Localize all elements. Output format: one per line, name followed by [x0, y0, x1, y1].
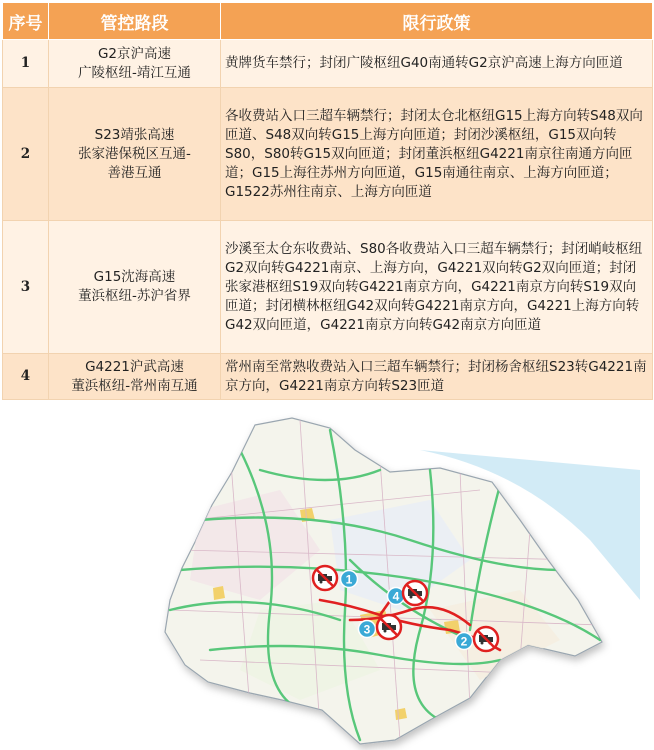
road-section — [49, 221, 221, 354]
marker-label: 4 — [392, 589, 400, 604]
restriction-policy: 常州南至常熟收费站入口三超车辆禁行；封闭杨舍枢纽S23转G4221南京方向，G4221南京方向转S23匝道 — [221, 354, 653, 400]
table-row — [3, 88, 653, 221]
road-range: 董浜枢纽-常州南互通 — [71, 377, 198, 394]
road-section — [49, 40, 221, 88]
road-range: 广陵枢纽-靖江互通 — [78, 64, 191, 81]
header-section: 管控路段 — [49, 3, 221, 40]
no-truck-icon — [474, 627, 498, 651]
policy-table — [2, 2, 653, 400]
no-truck-icon — [403, 581, 427, 605]
row-number: 2 — [3, 88, 49, 221]
marker-label: 1 — [345, 572, 353, 587]
road-range-cont: 善港互通 — [107, 164, 162, 181]
header-no: 序号 — [3, 3, 49, 40]
table-header-row — [3, 3, 653, 40]
table-row — [3, 40, 653, 88]
marker-label: 3 — [363, 622, 371, 637]
row-number: 1 — [3, 40, 49, 88]
road-range: 张家港保税区互通- — [78, 145, 191, 162]
restriction-policy: 沙溪至太仓东收费站、S80各收费站入口三超车辆禁行；封闭峭岐枢纽G2双向转G4221南京、上海方向，G4221双向转G2双向匝道；封闭张家港枢纽S19双向转G4221南京方向，G4221南京方向转S19双向匝道；封闭横林枢纽G42双向转G4221南京方向，G4221上海方向转G42双向匝道，G4221南京方向转G42南京方向匝道 — [221, 221, 653, 354]
restriction-policy: 各收费站入口三超车辆禁行；封闭太仓北枢纽G15上海方向转S48双向匝道、S48双向转G15上海方向匝道；封闭沙溪枢纽，G15双向转S80，S80转G15双向匝道；封闭董浜枢纽G4221南京往南通方向匝道；G15上海往苏州方向匝道，G15南通往南京、上海方向匝道；G1522苏州往南京、上海方向匝道 — [221, 88, 653, 221]
road-section — [49, 354, 221, 400]
no-truck-icon — [377, 615, 401, 639]
road-name: G2京沪高速 — [97, 45, 172, 62]
restriction-policy: 黄牌货车禁行；封闭广陵枢纽G40南通转G2京沪高速上海方向匝道 — [221, 40, 653, 88]
table-row — [3, 221, 653, 354]
road-name: G4221沪武高速 — [85, 358, 184, 375]
row-number: 4 — [3, 354, 49, 400]
road-range: 董浜枢纽-苏沪省界 — [78, 288, 191, 304]
road-name: G15沈海高速 — [93, 269, 176, 285]
header-policy: 限行政策 — [221, 3, 653, 40]
marker-label: 2 — [460, 634, 468, 649]
row-number: 3 — [3, 221, 49, 354]
table-row — [3, 354, 653, 400]
road-network-map — [0, 410, 654, 750]
road-section — [49, 88, 221, 221]
no-truck-icon — [313, 566, 337, 590]
road-name: S23靖张高速 — [94, 126, 175, 143]
